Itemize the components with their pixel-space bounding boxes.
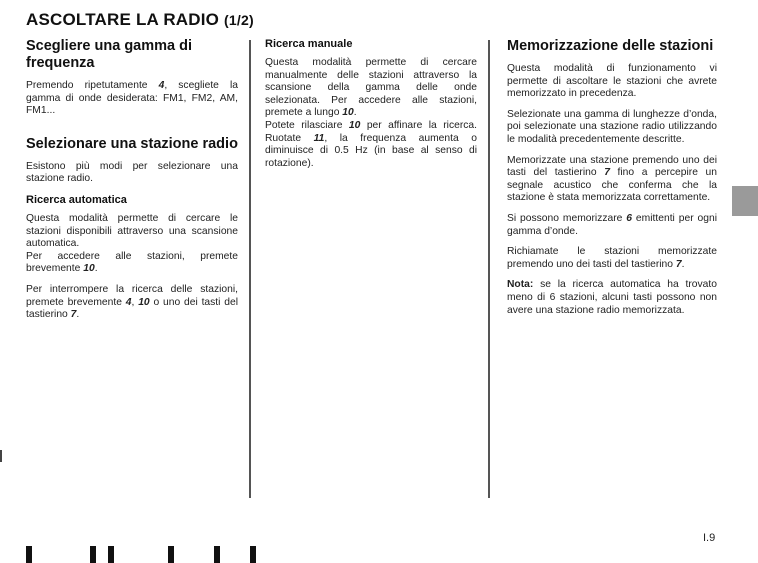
heading-stazione: Selezionare una stazione radio (26, 135, 238, 152)
paragraph-memo1: Questa modalità di funzionamento vi permette di ascoltare le stazioni che avrete memorizzato in precedenza. (507, 63, 717, 100)
paragraph-memo3: Memorizzate una stazione premendo uno dei tasti del tastierino 7 fino a percepire un segnale acustico che conferma che la stazione è stata memorizzata correttamente. (507, 154, 717, 204)
column-divider (249, 40, 251, 498)
heading-ricerca-manuale: Ricerca manuale (265, 38, 353, 50)
registration-mark (90, 546, 96, 563)
edge-mark (0, 450, 2, 462)
column-left (26, 38, 238, 330)
registration-mark (250, 546, 256, 563)
page-number: I.9 (703, 532, 716, 544)
chapter-tab (732, 186, 758, 216)
column-right (507, 38, 717, 325)
print-registration-marks (26, 546, 256, 563)
page-subtitle: (1/2) (224, 12, 254, 28)
paragraph-nota: Nota: se la ricerca automatica ha trovato meno di 6 stazioni, alcuni tasti possono non avere una stazione radio memorizzata. (507, 279, 717, 316)
paragraph-interrompere: Per interrompere la ricerca delle stazioni, premete brevemente 4, 10 o uno dei tasti del tastierino 7. (26, 283, 239, 321)
heading-memorizzazione: Memorizzazione delle stazioni (507, 38, 714, 54)
paragraph-memo2: Selezionate una gamma di lunghezze d’onda, poi selezionate una stazione radio utilizzando le modalità precedentemente descritte. (507, 108, 717, 145)
paragraph-auto: Questa modalità permette di cercare le stazioni disponibili attraverso una scansione automatica. (26, 212, 238, 250)
paragraph-manuale: Questa modalità permette di cercare manualmente delle stazioni attraverso la scansione della gamma delle onde selezionata. Per accedere alle stazioni, premete a lungo 10. (265, 57, 477, 119)
registration-mark (108, 546, 114, 563)
paragraph-modi: Esistono più modi per selezionare una stazione radio. (26, 160, 238, 185)
paragraph-memo4: Si possono memorizzare 6 emittenti per ogni gamma d’onde. (507, 212, 717, 237)
column-middle (265, 38, 477, 178)
column-divider (488, 40, 490, 498)
paragraph-auto-access: Per accedere alle stazioni, premete brevemente 10. (26, 250, 238, 275)
registration-mark (26, 546, 32, 563)
registration-mark (168, 546, 174, 563)
paragraph-memo5: Richiamate le stazioni memorizzate premendo uno dei tasti del tastierino 7. (507, 246, 717, 270)
heading-gamma: Scegliere una gamma di frequenza (26, 38, 193, 71)
paragraph-gamma: Premendo ripetutamente 4, scegliete la gamma di onde desiderata: FM1, FM2, AM, FM1... (26, 80, 238, 117)
page-title: ASCOLTARE LA RADIO (1/2) (26, 10, 254, 29)
registration-mark (214, 546, 220, 563)
heading-ricerca-automatica: Ricerca automatica (26, 193, 127, 206)
paragraph-rilasciare: Potete rilasciare 10 per affinare la ricerca. Ruotate 11, la frequenza aumenta o diminuisce di 0.5 Hz (in base al senso di rotazione). (265, 119, 477, 169)
